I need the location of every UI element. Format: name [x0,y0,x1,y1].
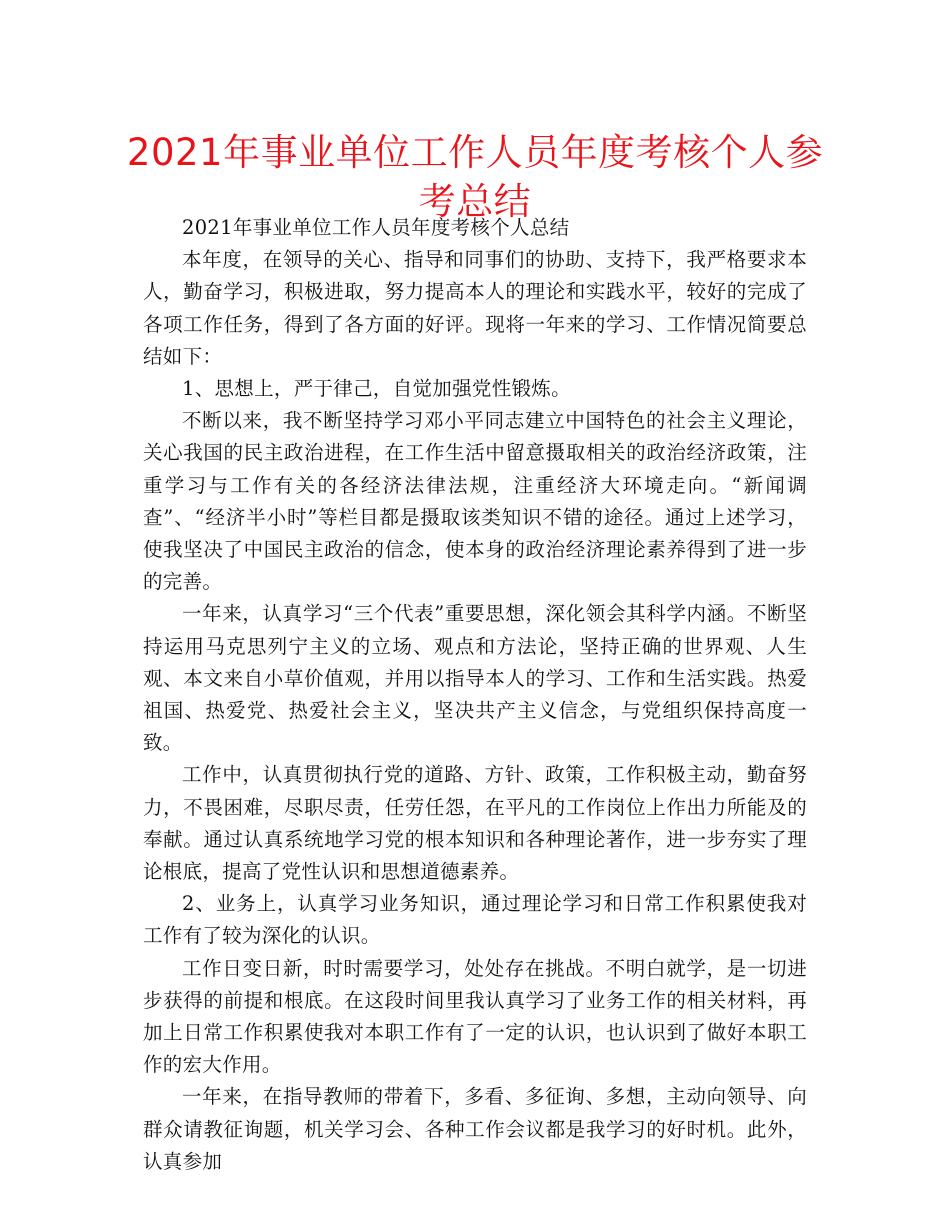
paragraph-subtitle: 2021年事业单位工作人员年度考核个人总结 [182,216,570,239]
document-body [143,212,807,1178]
paragraph: 一年来，认真学习“三个代表”重要思想，深化领会其科学内涵。不断坚持运用马克思列宁主义的立场、观点和方法论，坚持正确的世界观、人生观、本文来自小草价值观，并用以指导本人的学习、工作和生活实践。热爱祖国、热爱党、热爱社会主义，坚决共产主义信念，与党组织保持高度一致。 [143,602,807,755]
paragraph: 工作日变日新，时时需要学习，处处存在挑战。不明白就学，是一切进步获得的前提和根底。在这段时间里我认真学习了业务工作的相关材料，再加上日常工作积累使我对本职工作有了一定的认识，也认识到了做好本职工作的宏大作用。 [143,956,807,1077]
paragraph: 不断以来，我不断坚持学习邓小平同志建立中国特色的社会主义理论，关心我国的民主政治进程，在工作生活中留意摄取相关的政治经济政策，注重学习与工作有关的各经济法律法规，注重经济大环境走向。“新闻调查”、“经济半小时”等栏目都是摄取该类知识不错的途径。通过上述学习，使我坚决了中国民主政治的信念，使本身的政治经济理论素养得到了进一步的完善。 [143,409,807,594]
paragraph-intro: 本年度，在领导的关心、指导和同事们的协助、支持下，我严格要求本人，勤奋学习，积极进取，努力提高本人的理论和实践水平，较好的完成了各项工作任务，得到了各方面的好评。现将一年来的学习、工作情况简要总结如下： [143,248,807,368]
paragraph: 一年来，在指导教师的带着下，多看、多征询、多想，主动向领导、向群众请教征询题，机关学习会、各种工作会议都是我学习的好时机。此外，认真参加 [143,1085,807,1173]
paragraph-heading-1: 1、思想上，严于律己，自觉加强党性锻炼。 [182,377,571,401]
paragraph-heading-2: 2、业务上，认真学习业务知识，通过理论学习和日常工作积累使我对工作有了较为深化的认识。 [143,892,807,948]
document-title: 2021年事业单位工作人员年度考核个人参考总结 [126,131,824,223]
paragraph: 工作中，认真贯彻执行党的道路、方针、政策，工作积极主动，勤奋努力，不畏困难，尽职尽责，任劳任怨，在平凡的工作岗位上作出力所能及的奉献。通过认真系统地学习党的根本知识和各种理论著作，进一步夯实了理论根底，提高了党性认识和思想道德素养。 [143,763,807,884]
